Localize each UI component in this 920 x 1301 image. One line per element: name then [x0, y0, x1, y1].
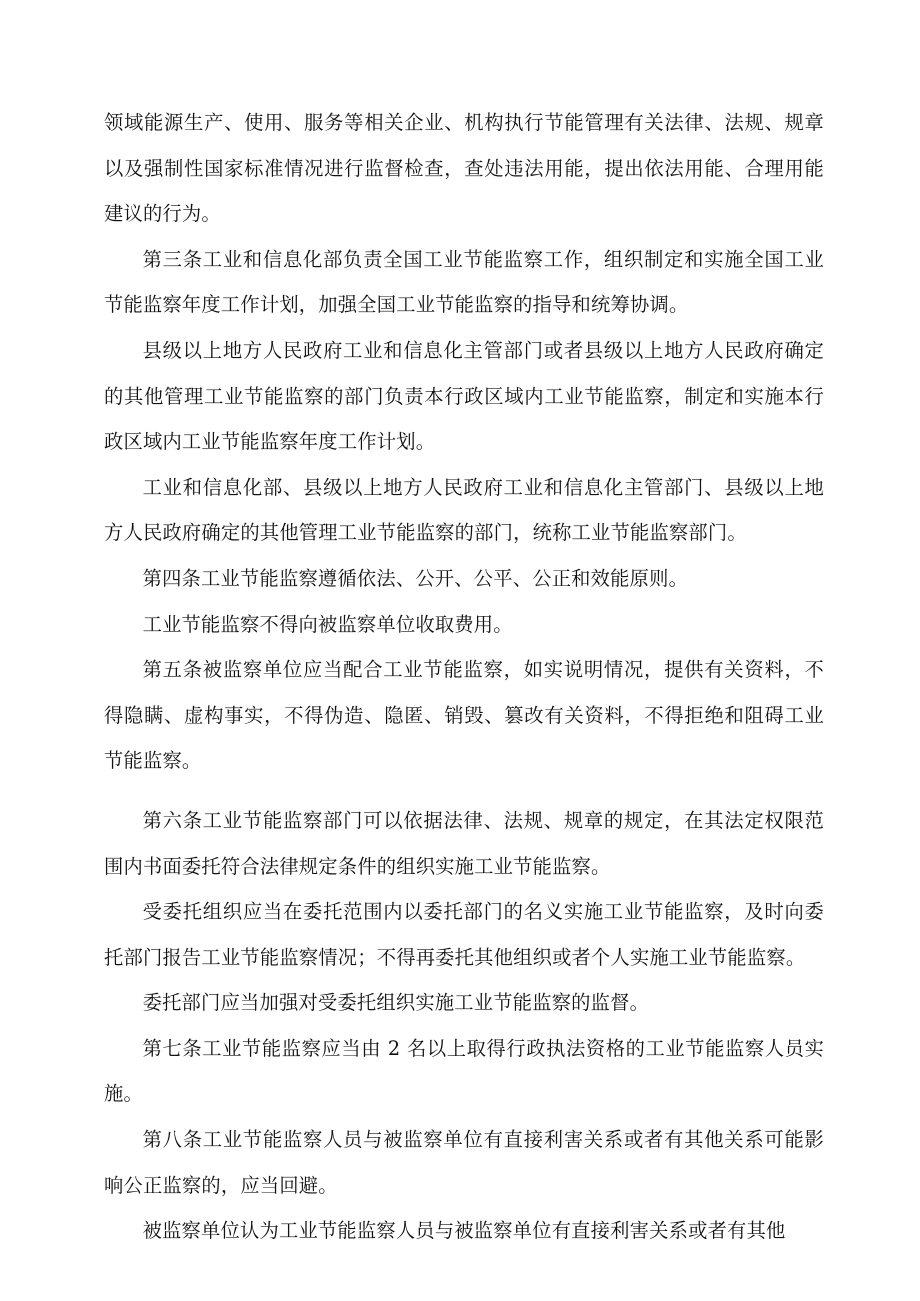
paragraph-article-6: 第六条工业节能监察部门可以依据法律、法规、规章的规定，在其法定权限范围内书面委托符合法律规定条件的组织实施工业节能监察。 — [104, 808, 824, 878]
paragraph-article-3: 第三条工业和信息化部负责全国工业节能监察工作，组织制定和实施全国工业节能监察年度工作计划，加强全国工业节能监察的指导和统筹协调。 — [104, 247, 824, 317]
paragraph-article-7: 第七条工业节能监察应当由 2 名以上取得行政执法资格的工业节能监察人员实施。 — [104, 1036, 824, 1106]
paragraph-no-fees: 工业节能监察不得向被监察单位收取费用。 — [142, 612, 513, 636]
paragraph-local-departments: 县级以上地方人民政府工业和信息化主管部门或者县级以上地方人民政府确定的其他管理工业节能监察的部门负责本行政区域内工业节能监察，制定和实施本行政区域内工业节能监察年度工作计划。 — [104, 338, 824, 454]
paragraph-article-8: 第八条工业节能监察人员与被监察单位有直接利害关系或者有其他关系可能影响公正监察的，应当回避。 — [104, 1128, 824, 1197]
paragraph-continued: 领域能源生产、使用、服务等相关企业、机构执行节能管理有关法律、法规、规章以及强制性国家标准情况进行监督检查，查处违法用能，提出依法用能、合理用能建议的行为。 — [104, 111, 824, 226]
paragraph-entrusting-supervision: 委托部门应当加强对受委托组织实施工业节能监察的监督。 — [142, 991, 650, 1015]
paragraph-article-5: 第五条被监察单位应当配合工业节能监察，如实说明情况，提供有关资料，不得隐瞒、虚构事实，不得伪造、隐匿、销毁、篡改有关资料，不得拒绝和阻碍工业节能监察。 — [104, 658, 824, 773]
paragraph-recusal-request: 被监察单位认为工业节能监察人员与被监察单位有直接利害关系或者有其他 — [142, 1219, 786, 1243]
paragraph-collective-term: 工业和信息化部、县级以上地方人民政府工业和信息化主管部门、县级以上地方人民政府确定的其他管理工业节能监察的部门，统称工业节能监察部门。 — [104, 475, 824, 545]
paragraph-article-4: 第四条工业节能监察遵循依法、公开、公平、公正和效能原则。 — [142, 566, 689, 590]
paragraph-entrusted-organization: 受委托组织应当在委托范围内以委托部门的名义实施工业节能监察，及时向委托部门报告工业节能监察情况；不得再委托其他组织或者个人实施工业节能监察。 — [104, 900, 824, 969]
document-body — [104, 100, 824, 1254]
